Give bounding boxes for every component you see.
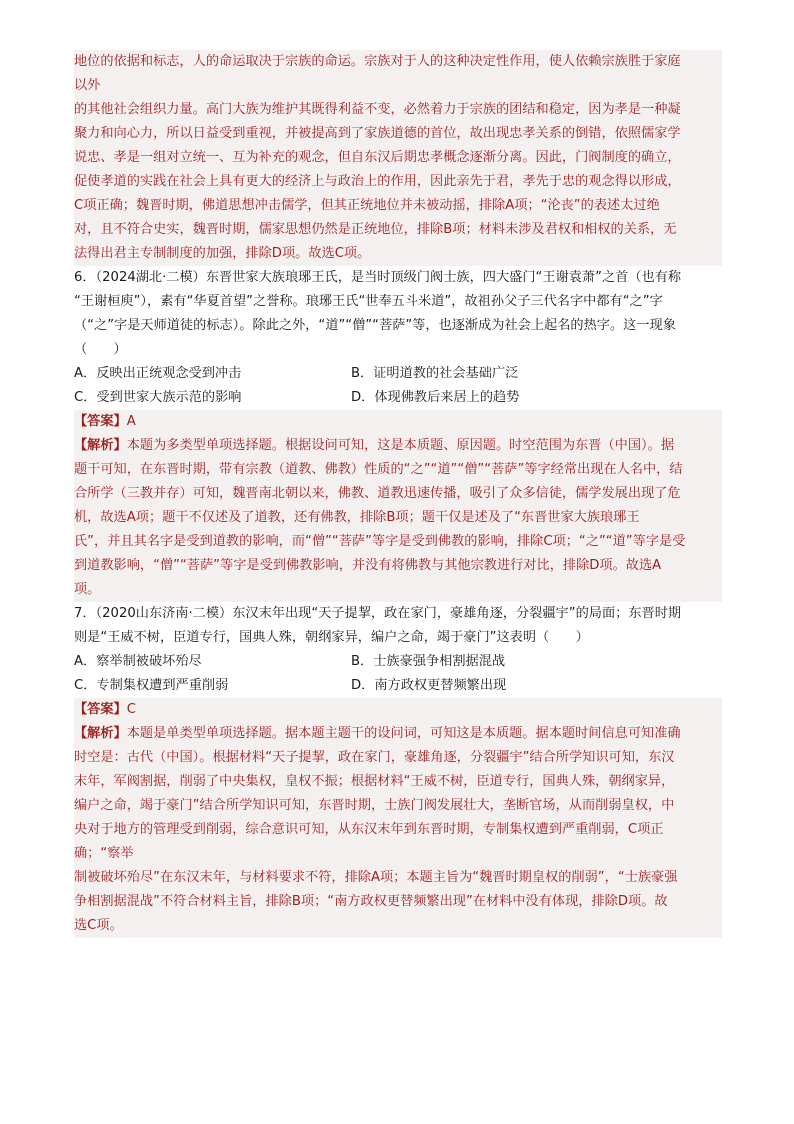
answer-label: 【答案】 <box>74 414 127 429</box>
explanation-text: 本题是单类型单项选择题。据本题主题干的设问词，可知这是本质题。据本题时间信息可知准确 <box>126 726 681 741</box>
text-line: 到道教影响，“僧”“菩萨”等字是受到佛教影响，并没有将佛教与其他宗教进行对比，排除D项。故选A <box>74 558 662 573</box>
text-line: 题干可知，在东晋时期，带有宗教（道教、佛教）性质的“之”“道”“僧”“菩萨”等字经常出现在人名中，结 <box>74 462 683 477</box>
text-line: 对，且不符合史实，魏晋时期，儒家思想仍然是正统地位，排除B项；材料未涉及君权和相权的关系，无 <box>74 222 677 237</box>
question-line: “王谢桓庾”），素有“华夏首望”之誉称。琅琊王氏“世奉五斗米道”，故祖孙父子三代名字中都有“之”字 <box>74 294 663 309</box>
text-line: 机，故选A项；题干不仅述及了道教，还有佛教，排除B项；题干仅是述及了“东晋世家大族琅琊王 <box>74 510 640 525</box>
option-b: B．士族豪强争相割据混战 <box>351 654 506 669</box>
text-line: 制被破坏殆尽”在东汉末年，与材料要求不符，排除A项；本题主旨为“魏晋时期皇权的削弱”，“士族豪强 <box>74 870 678 885</box>
question-line: 则是“王威不树，臣道专行，国典人殊，朝纲家异，编户之命，竭于豪门”这表明（ ） <box>74 630 589 645</box>
text-line: 项。 <box>74 582 101 597</box>
answer-value: A <box>126 414 136 429</box>
text-line: 合所学（三教并存）可知，魏晋南北朝以来，佛教、道教迅速传播，吸引了众多信徒，儒学发展出现了危 <box>74 486 681 501</box>
answer-line <box>74 410 722 434</box>
question-line: 7．（2020山东济南·二模）东汉末年出现“天子提挈，政在家门，豪雄角逐，分裂疆宇”的局面；东晋时期 <box>74 606 682 621</box>
text-line: C项正确；魏晋时期，佛道思想冲击儒学，但其正统地位并未被动摇，排除A项；“沦丧”的表述太过绝 <box>74 198 660 213</box>
text-line: 确；“察举 <box>74 846 134 861</box>
explanation-text: 本题为多类型单项选择题。根据设问可知，这是本质题、原因题。时空范围为东晋（中国）。据 <box>126 438 675 453</box>
text-line: 氏”，并且其名字是受到道教的影响，而“僧”“菩萨”等字是受到佛教的影响，排除C项；“之”“道”等字是受 <box>74 534 686 549</box>
explanation-label: 【解析】 <box>74 438 127 453</box>
text-line <box>74 434 722 458</box>
text-line: 争相割据混战”不符合材料主旨，排除B项；“南方政权更替频繁出现”在材料中没有体现，排除D项。故 <box>74 894 668 909</box>
option-b: B．证明道教的社会基础广泛 <box>351 366 519 381</box>
text-line: 说忠、孝是一组对立统一、互为补充的观念，但自东汉后期忠孝概念逐渐分离。因此，门阀制度的确立， <box>74 150 681 165</box>
intro-explanation-block <box>74 50 722 266</box>
answer-explanation-block <box>74 410 722 602</box>
answer-label: 【答案】 <box>74 702 127 717</box>
option-d: D．南方政权更替频繁出现 <box>351 678 507 693</box>
question-line: （ ） <box>74 342 127 357</box>
text-line: 地位的依据和标志，人的命运取决于宗族的命运。宗族对于人的这种决定性作用，使人依赖宗族胜于家庭 <box>74 54 681 69</box>
content-column <box>74 50 722 938</box>
text-line: 末年，军阀割据，削弱了中央集权，皇权不振；根据材料“王威不树，臣道专行，国典人殊，朝纲家异， <box>74 774 675 789</box>
text-line: 的其他社会组织力量。高门大族为维护其既得利益不变，必然着力于宗族的团结和稳定，因为孝是一种凝 <box>74 102 681 117</box>
question-line: （“之”字是天师道徒的标志）。除此之外，“道”“僧”“菩萨”等，也逐渐成为社会上起名的热字。这一现象 <box>74 318 676 333</box>
option-d: D．体现佛教后来居上的趋势 <box>351 390 520 405</box>
answer-line <box>74 698 722 722</box>
option-c: C．专制集权遭到严重削弱 <box>74 678 229 693</box>
options-grid <box>74 362 722 410</box>
option-c: C．受到世家大族示范的影响 <box>74 390 242 405</box>
options-grid <box>74 650 722 698</box>
text-line: 选C项。 <box>74 918 123 933</box>
question-line: 6．（2024湖北·二模）东晋世家大族琅琊王氏，是当时顶级门阀士族，四大盛门“王谢袁萧”之首（也有称 <box>74 270 682 285</box>
text-line: 法得出君主专制制度的加强，排除D项。故选C项。 <box>74 246 371 261</box>
text-line: 促使孝道的实践在社会上具有更大的经济上与政治上的作用，因此亲先于君，孝先于忠的观念得以形成， <box>74 174 681 189</box>
text-line: 编户之命，竭于豪门”结合所学知识可知，东晋时期，士族门阀发展壮大，垄断官场，从而削弱皇权，中 <box>74 798 675 813</box>
question-6 <box>74 266 722 602</box>
answer-explanation-block <box>74 698 722 938</box>
text-line <box>74 722 722 746</box>
text-line: 央对于地方的管理受到削弱，综合意识可知，从东汉末年到东晋时期，专制集权遭到严重削弱，C项正 <box>74 822 664 837</box>
option-a: A．察举制被破坏殆尽 <box>74 654 202 669</box>
text-line: 时空是：古代（中国）。根据材料“天子提挈，政在家门，豪雄角逐，分裂疆宇”结合所学知识可知，东汉 <box>74 750 675 765</box>
option-a: A．反映出正统观念受到冲击 <box>74 366 242 381</box>
explanation-label: 【解析】 <box>74 726 127 741</box>
answer-value: C <box>126 702 136 717</box>
question-7 <box>74 602 722 938</box>
text-line: 聚力和向心力，所以日益受到重视，并被提高到了家族道德的首位，故出现忠孝关系的倒错，依照儒家学 <box>74 126 681 141</box>
text-line: 以外 <box>74 78 101 93</box>
